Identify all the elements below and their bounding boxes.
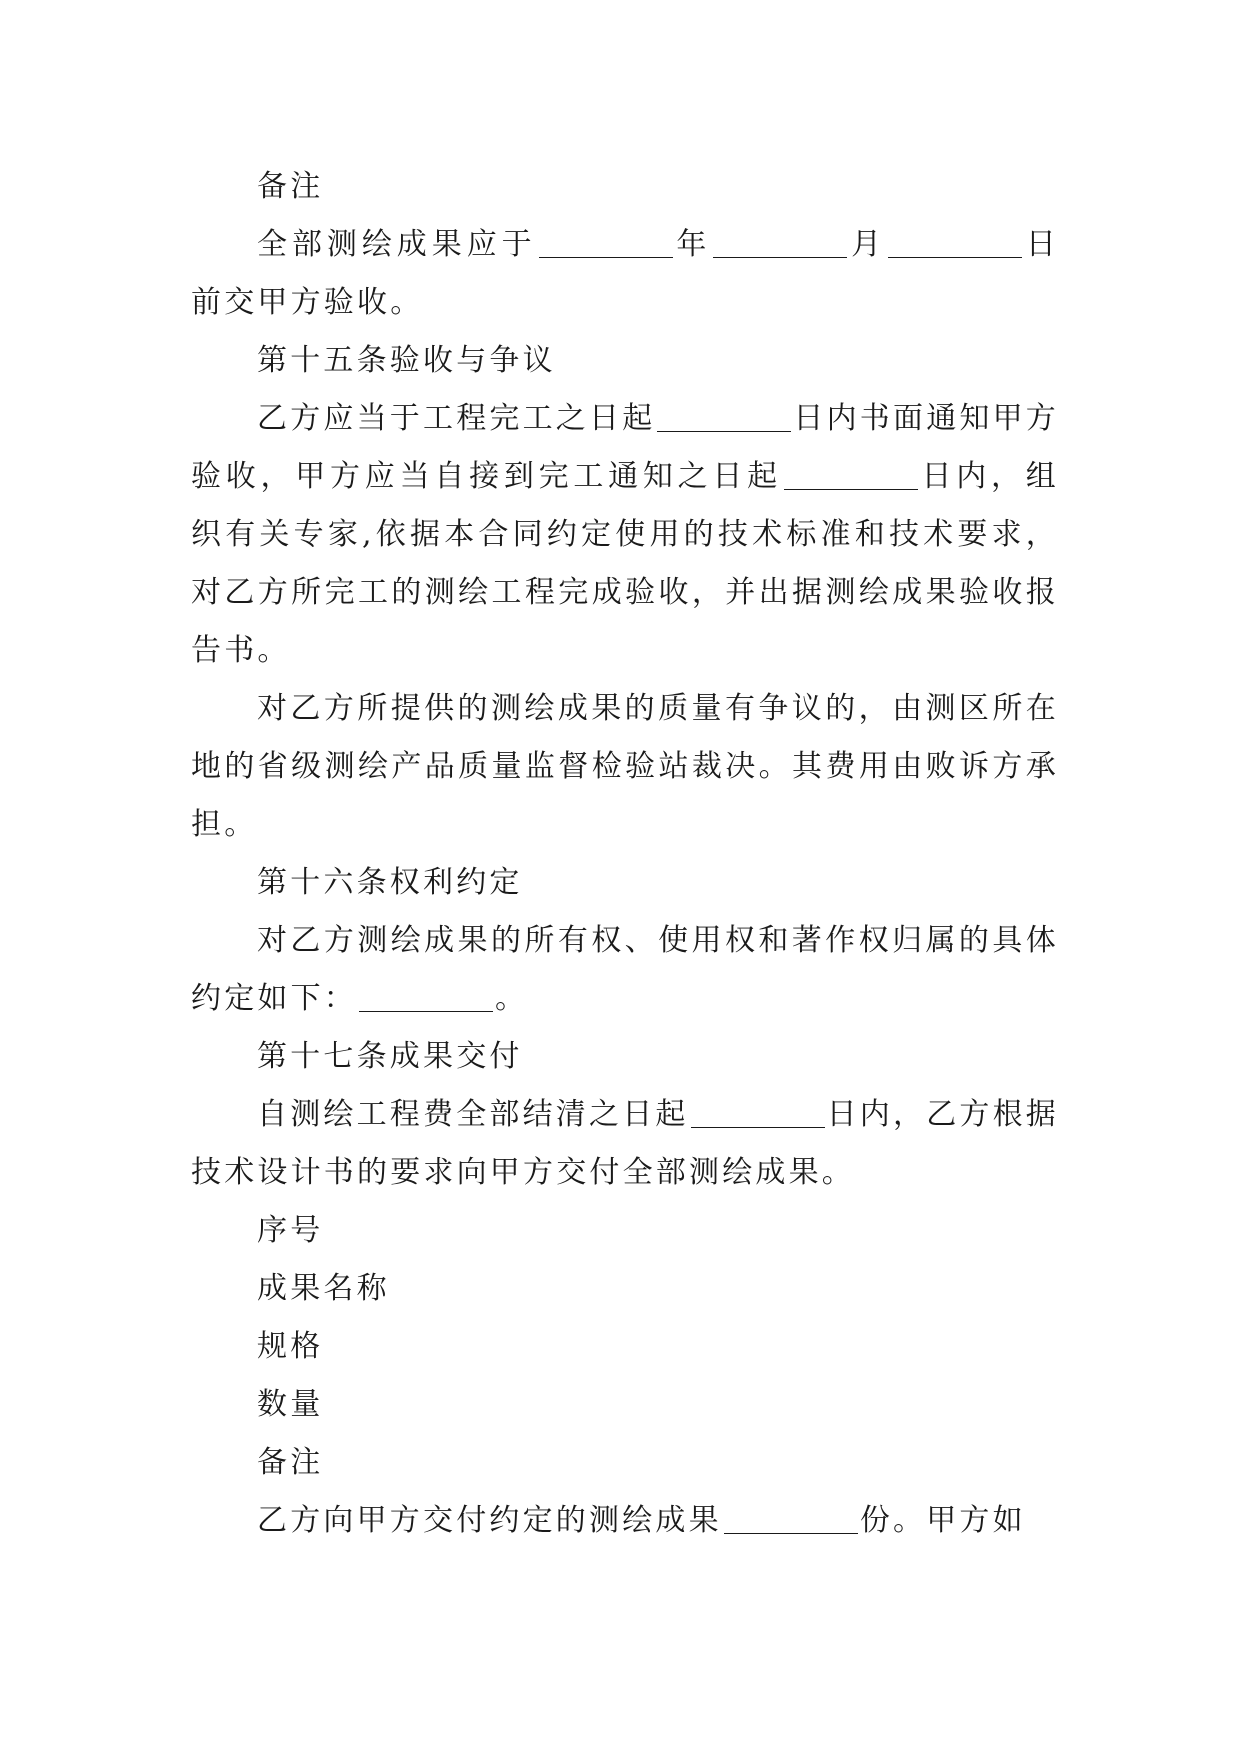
table-header-name bbox=[191, 1260, 1059, 1318]
table-header-remark bbox=[191, 1434, 1059, 1492]
delivery-deadline-paragraph bbox=[191, 216, 1059, 332]
remark-heading bbox=[191, 158, 1059, 216]
blank-rights bbox=[359, 981, 493, 1012]
text: 。 bbox=[495, 981, 529, 1016]
blank-day bbox=[888, 227, 1022, 258]
text: 日内书面通知甲方验收，甲方应当自接到完工通知之日起 bbox=[191, 401, 1060, 494]
text: 对乙方测绘成果的所有权、使用权和著作权归属的具体约定如下： bbox=[191, 923, 1059, 1016]
table-header-serial bbox=[191, 1202, 1059, 1260]
blank-month bbox=[713, 227, 847, 258]
article-15-heading bbox=[191, 332, 1059, 390]
blank-copies bbox=[724, 1503, 858, 1534]
text: 序号 bbox=[257, 1213, 324, 1248]
dispute-paragraph bbox=[191, 680, 1059, 854]
text: 乙方向甲方交付约定的测绘成果 bbox=[257, 1503, 722, 1538]
copies-paragraph bbox=[191, 1492, 1059, 1550]
rights-paragraph bbox=[191, 912, 1059, 1028]
text: 第十五条验收与争议 bbox=[257, 343, 556, 378]
article-16-heading bbox=[191, 854, 1059, 912]
blank-days-acceptance bbox=[784, 459, 918, 490]
blank-days-delivery bbox=[691, 1097, 825, 1128]
text: 第十七条成果交付 bbox=[257, 1039, 523, 1074]
text: 自测绘工程费全部结清之日起 bbox=[257, 1097, 689, 1132]
article-17-heading bbox=[191, 1028, 1059, 1086]
acceptance-paragraph bbox=[191, 390, 1059, 680]
text: 对乙方所提供的测绘成果的质量有争议的，由测区所在地的省级测绘产品质量监督检验站裁决。其费用由败诉方承担。 bbox=[191, 691, 1059, 842]
text: 月 bbox=[849, 227, 887, 262]
delivery-paragraph bbox=[191, 1086, 1059, 1202]
text: 乙方应当于工程完工之日起 bbox=[257, 401, 656, 436]
blank-days-notice bbox=[657, 401, 791, 432]
text: 日内，组织有关专家,依据本合同约定使用的技术标准和技术要求，对乙方所完工的测绘工程完成验收，并出据测绘成果验收报告书。 bbox=[191, 459, 1059, 668]
text: 成果名称 bbox=[257, 1271, 390, 1306]
text: 年 bbox=[674, 227, 712, 262]
blank-year bbox=[539, 227, 673, 258]
text: 备注 bbox=[257, 1445, 324, 1480]
text: 第十六条权利约定 bbox=[257, 865, 523, 900]
document-page bbox=[191, 158, 1059, 1550]
table-header-spec bbox=[191, 1318, 1059, 1376]
text: 备注 bbox=[257, 169, 324, 204]
table-header-quantity bbox=[191, 1376, 1059, 1434]
text: 份。甲方如 bbox=[859, 1503, 1026, 1538]
text: 数量 bbox=[257, 1387, 324, 1422]
text: 全部测绘成果应于 bbox=[257, 227, 537, 262]
text: 日内，乙方根据技术设计书的要求向甲方交付全部测绘成果。 bbox=[191, 1097, 1060, 1190]
text: 规格 bbox=[257, 1329, 324, 1364]
text: 日前交甲方验收。 bbox=[191, 227, 1060, 320]
